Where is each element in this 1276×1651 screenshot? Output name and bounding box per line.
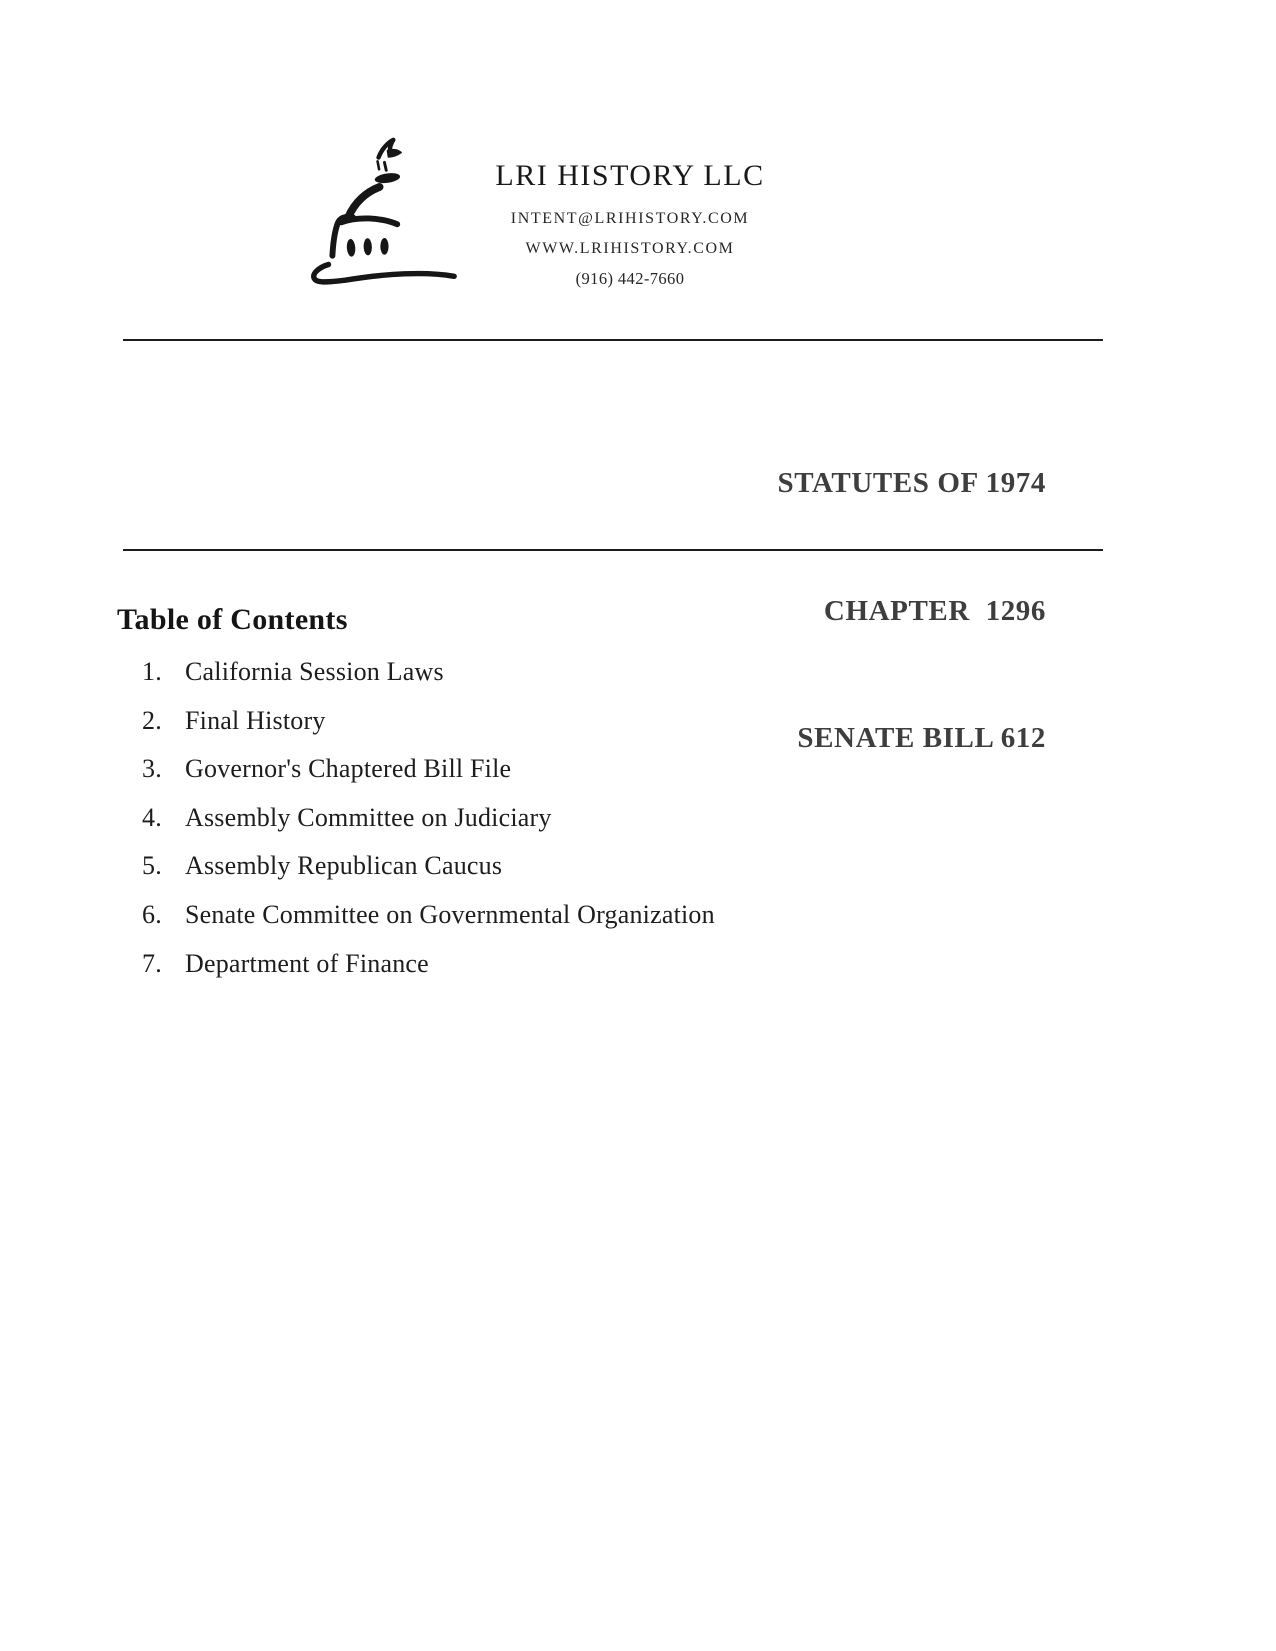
top-divider: [123, 339, 1103, 341]
company-phone: (916) 442-7660: [575, 269, 685, 288]
toc-item-number: 4.: [142, 802, 162, 832]
letterhead: [458, 159, 802, 294]
toc-item-number: 1.: [142, 657, 162, 686]
capitol-dome-icon: [296, 130, 468, 292]
toc-item: [142, 850, 715, 899]
senate-bill-line: SENATE BILL 612: [797, 722, 1046, 754]
toc-item-number: 5.: [142, 851, 162, 881]
company-email: INTENT@LRIHISTORY.COM: [510, 210, 750, 227]
toc-item: [142, 656, 715, 705]
toc-item: [142, 753, 715, 802]
toc-item-number: 3.: [142, 754, 162, 784]
toc-item-label: Final History: [185, 705, 326, 735]
toc-item-label: Assembly Committee on Judiciary: [185, 802, 552, 832]
toc-item-number: 2.: [142, 705, 162, 735]
toc-title: Table of Contents: [117, 602, 348, 636]
toc-item: [142, 948, 715, 997]
company-website: WWW.LRIHISTORY.COM: [525, 240, 735, 257]
toc-list: [142, 656, 715, 996]
toc-item-label: Department of Finance: [185, 948, 429, 978]
toc-item-label: Senate Committee on Governmental Organization: [185, 899, 715, 929]
toc-item: [142, 705, 715, 754]
toc-item-label: Assembly Republican Caucus: [185, 851, 503, 881]
toc-item: [142, 899, 715, 948]
statute-reference: [777, 377, 1046, 845]
chapter-line: CHAPTER 1296: [823, 594, 1046, 627]
company-name: LRI HISTORY LLC: [495, 159, 765, 192]
bottom-divider: [123, 549, 1103, 551]
capitol-dome-logo: [296, 130, 468, 292]
toc-item-number: 7.: [142, 948, 162, 978]
toc-item: [142, 802, 715, 851]
statutes-line: STATUTES OF 1974: [777, 467, 1046, 499]
toc-item-label: California Session Laws: [185, 657, 444, 686]
toc-item-label: Governor's Chaptered Bill File: [185, 754, 512, 784]
toc-item-number: 6.: [142, 899, 162, 929]
